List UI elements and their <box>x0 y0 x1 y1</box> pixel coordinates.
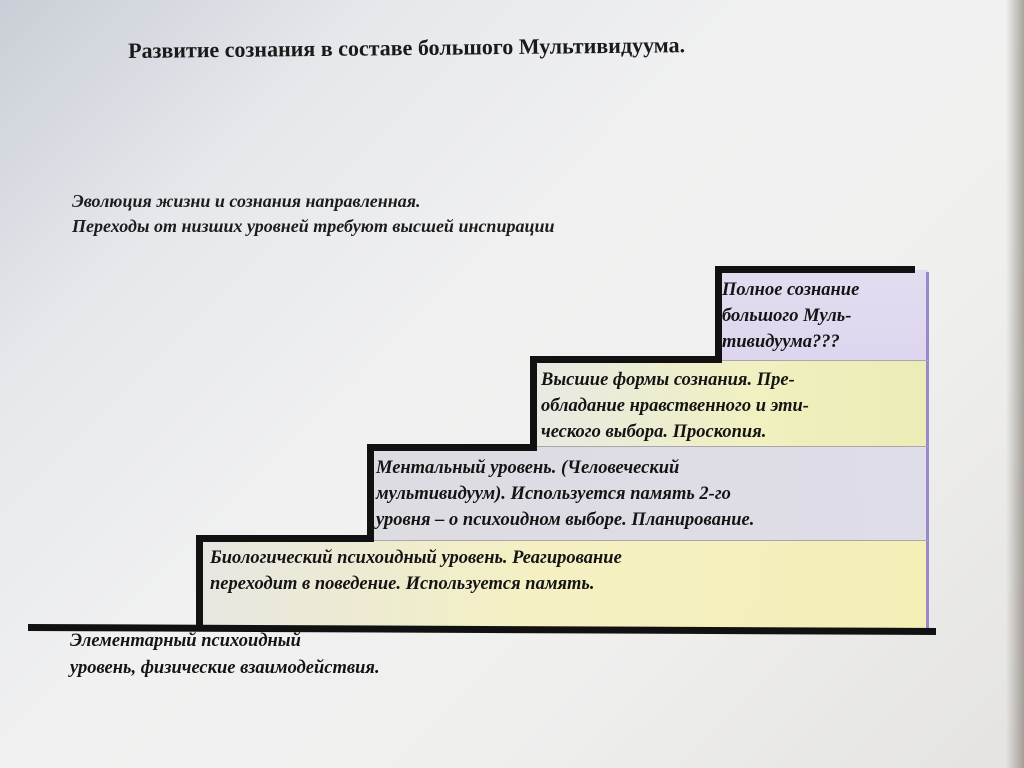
stair-riser-3 <box>530 356 537 451</box>
stair-riser-4 <box>715 269 722 363</box>
separator-line <box>533 446 928 447</box>
stair-riser-1 <box>196 535 203 628</box>
level-mental-line-2: мультивидуум). Используется память 2-го <box>376 484 731 504</box>
stair-riser-2 <box>367 444 374 542</box>
level-higher-text <box>541 367 809 445</box>
level-elementary-line-1: Элементарный психоидный <box>70 631 301 651</box>
separator-line <box>370 540 928 541</box>
level-full-text <box>722 277 859 355</box>
level-higher-line-2: обладание нравственного и эти- <box>541 396 809 416</box>
stair-tread-2 <box>367 444 535 451</box>
level-mental-text <box>376 455 754 533</box>
level-higher-line-1: Высшие формы сознания. Пре- <box>541 370 795 390</box>
level-biological-text <box>210 545 622 597</box>
level-biological-line-1: Биологический психоидный уровень. Реагирование <box>210 548 622 568</box>
level-mental-line-3: уровня – о психоидном выборе. Планирование. <box>376 510 755 530</box>
level-biological-line-2: переходит в поведение. Используется память. <box>210 574 595 594</box>
level-full-line-2: большого Муль- <box>722 306 852 326</box>
level-full-line-3: тивидуума??? <box>722 332 840 352</box>
level-full-line-1: Полное сознание <box>722 280 860 300</box>
level-mental-line-1: Ментальный уровень. (Человеческий <box>376 458 680 478</box>
page-shadow-edge <box>1006 0 1024 768</box>
intro-line-2: Переходы от низших уровней требуют высшей инспирации <box>72 216 555 236</box>
level-elementary-text <box>70 628 380 682</box>
intro-line-1: Эволюция жизни и сознания направленная. <box>72 191 421 211</box>
intro-text <box>72 189 554 239</box>
separator-line <box>718 360 928 361</box>
diagram-title: Развитие сознания в составе большого Мультивидуума. <box>128 32 686 63</box>
stair-tread-4 <box>715 266 915 273</box>
level-higher-line-3: ческого выбора. Проскопия. <box>541 422 767 442</box>
stair-tread-1 <box>196 535 374 542</box>
stair-tread-3 <box>530 356 722 363</box>
right-border-line <box>926 272 929 630</box>
level-elementary-line-2: уровень, физические взаимодействия. <box>70 658 380 678</box>
